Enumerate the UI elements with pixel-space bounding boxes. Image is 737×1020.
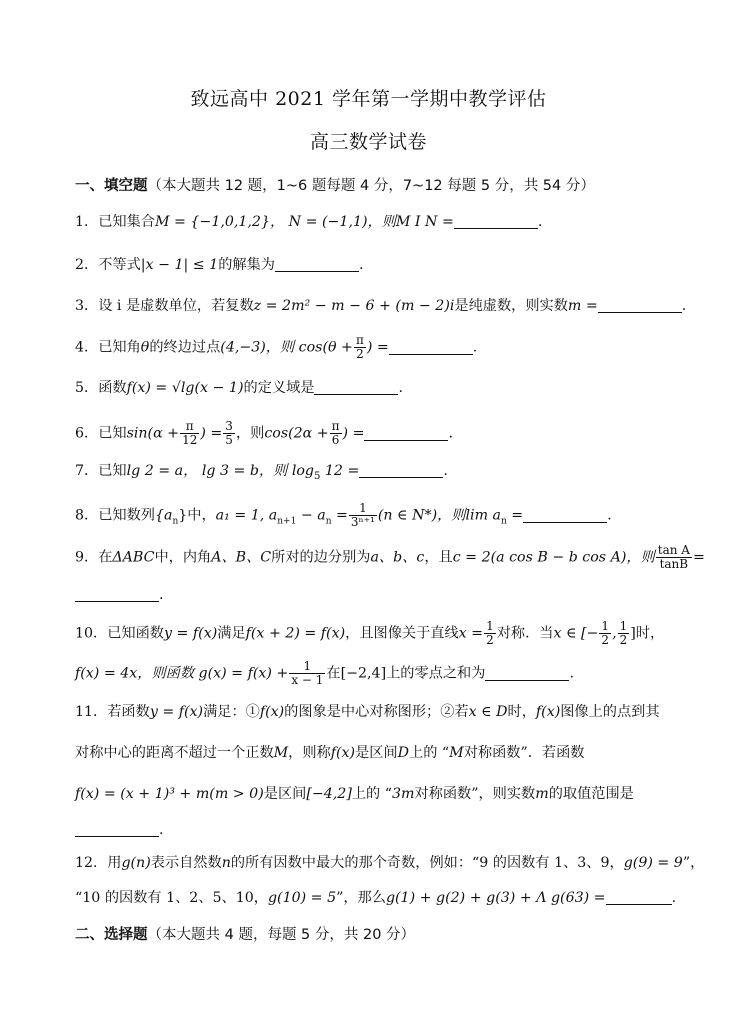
q11-text-5: 图像上的点到其	[560, 704, 660, 720]
q11-text-6: 对称中心的距离不超过一个正数	[75, 745, 274, 761]
q11-math-12: m	[535, 786, 549, 802]
q10-frac1-num: 1	[486, 619, 494, 633]
section2-header	[75, 925, 715, 945]
q10-frac4-den: x − 1	[291, 673, 324, 687]
q12-math: g(n)	[121, 855, 151, 871]
q6-math-2: ) =	[200, 425, 223, 442]
question-3	[75, 296, 715, 316]
q10-frac2-den: 2	[601, 633, 610, 647]
q8-sub-3: n	[325, 516, 332, 527]
question-12	[75, 853, 715, 873]
q9-text-2: 中，内角	[154, 549, 212, 566]
q12-math-5: g(1) + g(2) + g(3) + Λ g(63) =	[385, 890, 606, 906]
q4-math: (4,−3)，则 cos(θ +	[220, 339, 353, 356]
question-5	[75, 378, 715, 398]
q8-math-2: a₁ = 1, a	[215, 507, 278, 524]
section1-note: （本大题共 12 题，1~6 题每题 4 分，7~12 每题 5 分，共 54 分）	[147, 178, 595, 194]
question-7	[75, 461, 715, 487]
q10-frac2-num: 1	[601, 619, 610, 633]
question-11-line3	[75, 784, 715, 804]
q10-frac1-den: 2	[486, 633, 494, 647]
q11-math-2: f(x)	[259, 704, 285, 720]
q12-end: .	[671, 890, 677, 906]
answer-blank-9[interactable]	[75, 587, 159, 602]
q8-sub-4: n	[501, 516, 507, 527]
q11-math-8: M	[449, 745, 464, 761]
q8-fraction	[349, 502, 377, 529]
q11-text-12: 上的 “	[351, 786, 392, 802]
q7-end: .	[443, 463, 448, 479]
answer-blank-7[interactable]	[359, 463, 443, 478]
answer-blank-3[interactable]	[598, 298, 682, 313]
q6-end: .	[448, 425, 453, 442]
q11-text-7: ，则称	[288, 745, 331, 761]
q3-text: 3．设 i 是虚数单位，若复数	[75, 298, 254, 314]
q12-text-6: ”，那么	[336, 890, 386, 906]
q12-text: 12．用	[75, 855, 122, 871]
q10-text-4: 对称．当	[496, 625, 554, 642]
question-10	[75, 620, 715, 647]
q11-math-9: f(x) = (x + 1)³ + m(m > 0)	[75, 786, 264, 802]
q8-math: {a	[154, 507, 173, 524]
q12-text-3: 的所有因数中最大的那个奇数，例如：“9 的因数有 1、3、9，	[230, 855, 624, 871]
q9-text: 9．在	[75, 549, 113, 566]
section1-header	[75, 176, 715, 196]
q8-math-4: =	[331, 507, 348, 524]
q10-fraction-1	[484, 620, 496, 647]
q6-fraction-2	[223, 420, 235, 447]
q2-end: .	[358, 257, 364, 273]
q6-frac3-num: π	[331, 419, 340, 433]
q6-text-2: ，则	[235, 425, 265, 442]
question-11-line2	[75, 743, 715, 763]
q8-text-2: }中，	[178, 507, 216, 524]
q11-text-10: 对称函数”．若函数	[463, 745, 585, 761]
section2-heading: 二、选择题	[75, 927, 148, 943]
q10-comma: ,	[612, 625, 617, 642]
q10-fraction-2	[599, 620, 611, 647]
q10-text-3: ，且图像关于直线	[345, 625, 459, 642]
q7-log-base: 5	[314, 470, 321, 482]
q6-fraction-3	[330, 420, 342, 447]
question-10-cont	[75, 660, 715, 687]
answer-blank-10[interactable]	[485, 666, 569, 681]
q9-angles: A、B、C	[211, 549, 272, 566]
answer-blank-8[interactable]	[523, 508, 607, 523]
question-1	[75, 212, 715, 232]
q12-text-5: “10 的因数有 1、2、5、10，	[75, 890, 268, 906]
q6-fraction-1	[180, 420, 199, 447]
q11-text-2: 满足：①	[203, 704, 260, 720]
q8-math-3: − a	[296, 507, 326, 524]
q10-text: 10．已知函数	[75, 625, 164, 642]
answer-blank-4[interactable]	[389, 340, 473, 355]
q10-math-5: f(x) = 4x，则函数 g(x) = f(x) +	[75, 665, 289, 682]
q3-math-2: m =	[567, 298, 598, 314]
q2-text-2: 的解集为	[218, 257, 275, 273]
question-9-cont	[75, 585, 715, 605]
q1-end: .	[537, 214, 543, 230]
q12-text-2: 表示自然数	[150, 855, 222, 871]
q4-text: 4．已知角	[75, 339, 141, 356]
q10-frac3-den: 2	[619, 633, 628, 647]
q8-sub-1: n	[172, 516, 179, 527]
q6-math-4: ) =	[342, 425, 365, 442]
question-8	[75, 502, 715, 531]
question-6	[75, 420, 715, 447]
q11-text-4: 时，	[507, 704, 536, 720]
q10-end: .	[569, 665, 574, 682]
q7-text: 7．已知	[75, 463, 127, 479]
q11-math-10: [−4,2]	[306, 786, 352, 802]
q10-math-3: x =	[458, 625, 484, 642]
q1-math: M = {−1,0,1,2}， N = (−1,1)，则M I N =	[154, 214, 454, 230]
q9-text-3: 所对的边分别为	[271, 549, 371, 566]
answer-blank-11[interactable]	[75, 822, 159, 837]
q5-end: .	[398, 380, 403, 396]
q11-text-9: 上的 “	[409, 745, 450, 761]
q2-math: |x − 1| ≤ 1	[140, 257, 219, 273]
q5-text-2: 的定义域是	[243, 380, 315, 396]
q11-text-13: 对称函数”，则实数	[414, 786, 536, 802]
q6-frac1-den: 12	[182, 433, 198, 447]
question-12-cont	[75, 888, 715, 908]
q10-math-4: x ∈ [−	[553, 625, 599, 642]
q8-end: .	[607, 507, 612, 524]
q11-text: 11．若函数	[75, 704, 150, 720]
q10-text-6: 在[−2,4]上的零点之和为	[326, 665, 486, 682]
q6-math-3: cos(2α +	[264, 425, 329, 442]
q10-text-2: 满足	[217, 625, 246, 642]
q6-text: 6．已知	[75, 425, 127, 442]
q7-math-2: 12 =	[320, 463, 360, 479]
q2-text: 2．不等式	[75, 257, 141, 273]
q4-math-2: ) =	[366, 339, 389, 356]
q9-text-4: ，且	[424, 549, 453, 566]
question-11-cont	[75, 820, 715, 840]
exam-title: 致远高中 2021 学年第一学期中教学评估	[190, 88, 547, 110]
q10-text-5: ]时，	[630, 625, 665, 642]
section2-note: （本大题共 4 题，每题 5 分，共 20 分）	[147, 927, 416, 943]
answer-blank-2[interactable]	[275, 257, 359, 272]
q3-text-2: 是纯虚数，则实数	[454, 298, 568, 314]
q3-math: z = 2m² − m − 6 + (m − 2)i	[253, 298, 455, 314]
q9-math: ΔABC	[112, 549, 155, 566]
q9-math-2: c = 2(a cos B − b cos A)，则	[452, 549, 655, 566]
q8-math-5: (n ∈ N*)，则	[377, 507, 466, 524]
q4-frac-den: 2	[356, 347, 364, 361]
question-9	[75, 544, 715, 571]
q12-math-3: g(9) = 9	[623, 855, 683, 871]
q9-frac-num: tan A	[657, 543, 690, 557]
q10-fraction-3	[618, 620, 630, 647]
q9-math-3: =	[692, 549, 705, 566]
q11-math: y = f(x)	[149, 704, 204, 720]
question-11	[75, 702, 715, 722]
q8-math-6: =	[506, 507, 524, 524]
q11-text-8: 是区间	[355, 745, 398, 761]
q11-text-3: 的图象是中心对称图形；②若	[284, 704, 469, 720]
q12-math-2: n	[221, 855, 231, 871]
q5-math: f(x) = √lg(x − 1)	[126, 380, 244, 396]
q7-math: lg 2 = a， lg 3 = b，则 log	[126, 463, 315, 479]
q1-text: 1．已知集合	[75, 214, 155, 230]
q8-frac-den: 3ⁿ⁺¹	[350, 515, 375, 529]
q10-frac4-num: 1	[289, 660, 325, 674]
q4-theta: θ	[140, 339, 150, 356]
q11-text-11: 是区间	[263, 786, 307, 802]
q9-frac-den: tanB	[659, 557, 689, 571]
q11-math-3: x ∈ D	[468, 704, 508, 720]
q8-text: 8．已知数列	[75, 507, 155, 524]
q6-math: sin(α +	[126, 425, 180, 442]
section1-heading: 一、填空题	[75, 178, 148, 194]
q8-sub-2: n+1	[277, 516, 297, 527]
q12-math-4: g(10) = 5	[267, 890, 337, 906]
answer-blank-5[interactable]	[314, 380, 398, 395]
q11-math-5: M	[273, 745, 289, 761]
q4-fraction	[354, 334, 366, 361]
q10-math-2: f(x + 2) = f(x)	[245, 625, 346, 642]
q11-math-4: f(x)	[535, 704, 561, 720]
q5-text: 5．函数	[75, 380, 127, 396]
q9-sides: a、b、c	[370, 549, 425, 566]
q11-text-14: 的取值范围是	[548, 786, 634, 802]
q11-math-7: D	[397, 745, 410, 761]
q9-end: .	[159, 587, 164, 603]
q11-end: .	[159, 822, 164, 838]
q6-frac1-num: π	[180, 420, 199, 434]
q6-frac3-den: 6	[331, 433, 340, 447]
question-2	[75, 255, 715, 275]
q9-fraction	[656, 544, 692, 571]
q12-text-4: ”，	[682, 855, 705, 871]
exam-subtitle: 高三数学试卷	[309, 131, 427, 153]
q10-fraction-4	[289, 660, 325, 687]
q10-math: y = f(x)	[164, 625, 218, 642]
answer-blank-12[interactable]	[606, 890, 672, 905]
q3-end: .	[681, 298, 687, 314]
q8-limit: lim a	[465, 507, 501, 524]
answer-blank-6[interactable]	[364, 426, 448, 441]
q8-frac-num: 1	[349, 502, 377, 516]
q4-end: .	[472, 339, 478, 356]
q11-math-11: 3m	[392, 786, 415, 802]
q4-frac-num: π	[355, 333, 364, 347]
q10-frac3-num: 1	[619, 619, 628, 633]
q6-frac2-den: 5	[225, 433, 233, 447]
q6-frac2-num: 3	[225, 419, 233, 433]
q4-text-2: 的终边过点	[149, 339, 221, 356]
answer-blank-1[interactable]	[454, 214, 538, 229]
q11-math-6: f(x)	[330, 745, 356, 761]
question-4	[75, 334, 715, 361]
